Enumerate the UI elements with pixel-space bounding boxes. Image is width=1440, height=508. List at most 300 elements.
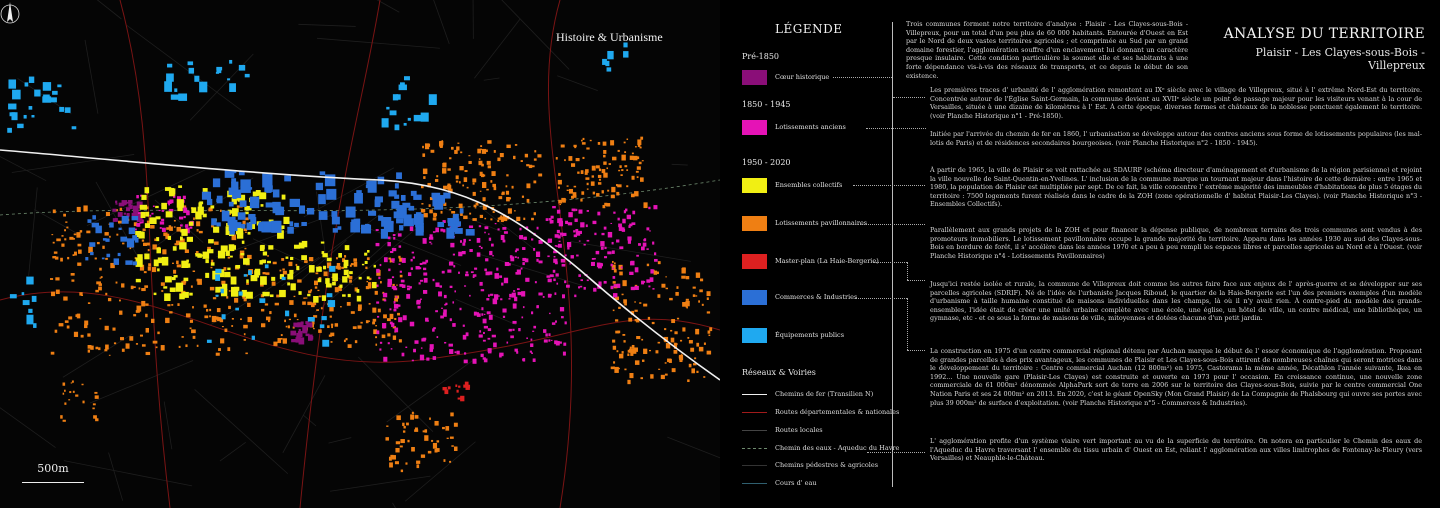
- old-lot-block: [489, 271, 492, 274]
- old-lot-block: [406, 294, 410, 299]
- collective-block: [339, 285, 342, 288]
- pavillon-block: [69, 391, 71, 393]
- pavillon-block: [574, 146, 576, 148]
- pavillon-block: [372, 308, 376, 313]
- commerce-block: [102, 258, 105, 260]
- collective-block: [224, 272, 230, 277]
- old-lot-block: [384, 299, 386, 301]
- public-facility: [12, 90, 21, 100]
- public-facility: [220, 289, 223, 294]
- old-lot-block: [423, 268, 426, 270]
- commerce-block: [307, 208, 314, 215]
- pavillon-block: [399, 339, 402, 342]
- pavillon-block: [561, 145, 565, 148]
- old-lot-block: [401, 280, 405, 283]
- public-facility: [308, 317, 315, 322]
- pavillon-block: [657, 294, 660, 298]
- old-lot-block: [567, 247, 569, 250]
- pavillon-block: [331, 326, 333, 328]
- pavillon-block: [211, 260, 213, 263]
- commerce-block: [294, 223, 299, 227]
- old-lot-block: [546, 218, 549, 221]
- old-lot-block: [179, 217, 183, 220]
- pavillon-block: [64, 238, 66, 240]
- pavillon-block: [574, 186, 577, 188]
- old-lot-block: [610, 223, 612, 224]
- old-lot-block: [552, 206, 556, 208]
- commerce-block: [414, 214, 424, 225]
- pavillon-block: [176, 261, 179, 264]
- old-lot-block: [524, 237, 527, 240]
- pavillon-block: [172, 263, 174, 264]
- old-lot-block: [514, 297, 517, 301]
- commerce-block: [135, 238, 139, 243]
- pavillon-block: [64, 390, 66, 392]
- pavillon-block: [86, 231, 90, 234]
- commerce-block: [250, 197, 259, 209]
- old-lot-block: [631, 287, 635, 290]
- public-facility: [29, 77, 34, 83]
- collective-block: [145, 223, 150, 228]
- old-lot-block: [554, 292, 556, 295]
- historic-block: [127, 202, 129, 204]
- pavillon-block: [99, 268, 102, 271]
- pavillon-block: [633, 156, 637, 160]
- line-sample-waterways: [742, 483, 767, 484]
- old-lot-block: [501, 235, 505, 240]
- old-lot-block: [539, 261, 543, 264]
- pavillon-block: [220, 210, 222, 212]
- collective-block: [229, 244, 235, 251]
- pavillon-block: [682, 302, 686, 307]
- pavillon-block: [378, 309, 381, 313]
- collective-block: [279, 290, 286, 297]
- old-lot-block: [419, 267, 421, 269]
- old-lot-block: [560, 307, 564, 311]
- pavillon-block: [102, 246, 104, 249]
- pavillon-block: [243, 325, 248, 329]
- pavillon-block: [604, 203, 607, 206]
- pavillon-block: [68, 399, 70, 400]
- pavillon-block: [439, 141, 443, 145]
- old-lot-block: [607, 251, 611, 254]
- public-facility: [24, 115, 27, 119]
- old-lot-block: [392, 276, 394, 278]
- pavillon-block: [486, 189, 489, 191]
- legend-network-railway[interactable]: [742, 390, 892, 400]
- pavillon-block: [603, 155, 605, 158]
- pavillon-block: [297, 319, 299, 320]
- pavillon-block: [636, 336, 640, 339]
- old-lot-block: [556, 283, 558, 285]
- pavillon-block: [247, 303, 251, 307]
- network-label: Routes départementales & nationales: [775, 408, 900, 416]
- pavillon-block: [88, 345, 92, 349]
- old-lot-block: [383, 293, 387, 297]
- pavillon-block: [304, 260, 308, 263]
- old-lot-block: [627, 236, 631, 240]
- legend-network-main-roads[interactable]: [742, 408, 900, 418]
- collective-block: [154, 293, 157, 295]
- old-lot-block: [447, 269, 451, 272]
- old-lot-block: [462, 243, 465, 246]
- collective-block: [230, 256, 233, 258]
- old-lot-block: [575, 219, 578, 222]
- historic-block: [308, 336, 313, 340]
- old-lot-block: [504, 278, 508, 284]
- old-lot-block: [502, 309, 506, 313]
- public-facility: [207, 340, 212, 343]
- pavillon-block: [473, 192, 476, 196]
- pavillon-block: [77, 207, 81, 212]
- old-lot-block: [161, 219, 164, 221]
- pavillon-block: [423, 176, 425, 179]
- pavillon-block: [54, 256, 56, 258]
- historic-block: [122, 200, 128, 204]
- old-lot-block: [473, 274, 477, 277]
- collective-block: [144, 254, 149, 260]
- commerce-block: [87, 219, 91, 223]
- pavillon-block: [130, 248, 132, 250]
- pavillon-block: [635, 360, 639, 365]
- connector-line: [867, 452, 925, 453]
- old-lot-block: [614, 284, 617, 287]
- pavillon-block: [411, 447, 415, 452]
- old-lot-block: [399, 245, 402, 247]
- local-road: [330, 476, 430, 491]
- public-facility: [52, 91, 58, 95]
- collective-block: [178, 185, 182, 188]
- old-lot-block: [556, 341, 560, 346]
- connector-line: [855, 298, 907, 299]
- collective-block: [262, 260, 266, 264]
- old-lot-block: [490, 315, 492, 317]
- pavillon-block: [95, 418, 98, 421]
- public-facility: [194, 76, 199, 82]
- old-lot-block: [376, 243, 380, 246]
- public-facility: [51, 97, 57, 102]
- legend-item-coeur-historique[interactable]: [742, 70, 892, 86]
- old-lot-block: [429, 237, 433, 240]
- pavillon-block: [428, 451, 432, 454]
- pavillon-block: [707, 291, 711, 296]
- pavillon-block: [105, 258, 108, 260]
- old-lot-block: [485, 226, 489, 229]
- pavillon-block: [297, 279, 301, 282]
- public-facility: [174, 88, 177, 92]
- pavillon-block: [456, 175, 459, 179]
- collective-block: [372, 282, 377, 288]
- public-facility: [396, 94, 400, 99]
- pavillon-block: [622, 294, 624, 296]
- collective-block: [181, 229, 187, 236]
- pavillon-block: [88, 302, 90, 304]
- old-lot-block: [509, 329, 512, 332]
- old-lot-block: [643, 243, 647, 247]
- old-lot-block: [484, 314, 486, 315]
- collective-block: [166, 211, 173, 217]
- old-lot-block: [440, 285, 442, 287]
- old-lot-block: [631, 261, 635, 264]
- pavillon-block: [456, 181, 458, 183]
- old-lot-block: [483, 332, 485, 334]
- collective-block: [179, 242, 186, 249]
- old-lot-block: [580, 286, 583, 288]
- pavillon-block: [84, 321, 88, 326]
- legend-item-equipements-publics[interactable]: [742, 328, 892, 344]
- legend-item-master-plan[interactable]: [742, 254, 892, 270]
- old-lot-block: [512, 329, 514, 331]
- old-lot-block: [550, 274, 554, 277]
- old-lot-block: [536, 252, 540, 257]
- pavillon-block: [618, 150, 620, 152]
- old-lot-block: [463, 325, 465, 327]
- old-lot-block: [392, 261, 394, 263]
- old-lot-block: [558, 244, 562, 248]
- old-lot-block: [650, 269, 653, 273]
- collective-block: [181, 261, 188, 268]
- old-lot-block: [457, 351, 460, 355]
- pavillon-block: [226, 296, 228, 298]
- pavillon-block: [318, 329, 322, 333]
- commerce-block: [240, 179, 250, 193]
- collective-block: [287, 282, 290, 285]
- local-road: [667, 437, 720, 462]
- pavillon-block: [272, 282, 276, 286]
- pavillon-block: [449, 157, 451, 159]
- old-lot-block: [619, 227, 623, 231]
- pavillon-block: [599, 169, 601, 172]
- old-lot-block: [483, 340, 486, 342]
- old-lot-block: [618, 218, 620, 221]
- pavillon-block: [51, 234, 53, 235]
- historic-block: [124, 213, 126, 215]
- pavillon-block: [76, 232, 80, 238]
- pavillon-block: [273, 342, 277, 346]
- public-facility: [164, 81, 172, 92]
- collective-block: [271, 277, 275, 281]
- pavillon-block: [375, 336, 377, 338]
- public-facility: [166, 73, 174, 81]
- commerce-block: [399, 225, 403, 230]
- collective-block: [248, 232, 251, 235]
- pavillon-block: [613, 361, 615, 363]
- collective-block: [231, 276, 237, 284]
- collective-block: [323, 266, 326, 270]
- pavillon-block: [415, 427, 418, 430]
- pavillon-block: [375, 344, 377, 346]
- old-lot-block: [507, 342, 509, 344]
- commerce-block: [365, 224, 370, 227]
- pavillon-block: [665, 374, 668, 376]
- commerce-block: [413, 195, 421, 200]
- pavillon-block: [531, 218, 534, 220]
- pavillon-block: [433, 213, 436, 216]
- old-lot-block: [495, 223, 497, 224]
- pavillon-block: [424, 435, 428, 441]
- collective-block: [283, 217, 289, 224]
- collective-block: [263, 251, 267, 255]
- line-sample-main-roads: [742, 412, 767, 413]
- pavillon-block: [612, 261, 614, 263]
- pavillon-block: [150, 225, 154, 229]
- old-lot-block: [477, 238, 481, 243]
- pavillon-block: [623, 299, 627, 303]
- pavillon-block: [640, 147, 642, 149]
- pavillon-block: [340, 306, 342, 307]
- collective-block: [261, 204, 264, 207]
- old-lot-block: [481, 307, 483, 310]
- commerce-block: [106, 254, 110, 258]
- old-lot-block: [563, 352, 566, 356]
- pavillon-block: [436, 175, 438, 177]
- pavillon-block: [630, 156, 634, 160]
- old-lot-block: [557, 210, 560, 214]
- collective-block: [268, 245, 273, 249]
- pavillon-block: [344, 340, 346, 342]
- pavillon-block: [65, 221, 67, 222]
- pavillon-block: [143, 243, 147, 246]
- old-lot-block: [479, 225, 481, 227]
- network-label: Chemins pédestres & agricoles: [775, 461, 879, 469]
- pavillon-block: [72, 380, 74, 382]
- pavillon-block: [643, 304, 647, 307]
- pavillon-block: [615, 319, 618, 321]
- old-lot-block: [553, 259, 557, 263]
- old-lot-block: [180, 224, 183, 226]
- pavillon-block: [538, 173, 542, 176]
- pavillon-block: [56, 290, 60, 294]
- pavillon-block: [647, 264, 649, 266]
- pavillon-block: [366, 320, 369, 323]
- old-lot-block: [521, 268, 523, 270]
- pavillon-block: [71, 382, 73, 383]
- pavillon-block: [513, 156, 515, 159]
- masterplan-block: [465, 382, 467, 383]
- pavillon-block: [620, 174, 622, 176]
- old-lot-block: [574, 295, 576, 298]
- old-lot-block: [513, 290, 515, 292]
- pavillon-block: [185, 344, 187, 347]
- old-lot-block: [547, 255, 549, 257]
- collective-block: [245, 292, 252, 299]
- old-lot-block: [464, 285, 466, 286]
- pavillon-block: [459, 181, 461, 183]
- old-lot-block: [440, 229, 443, 232]
- pavillon-block: [679, 355, 683, 360]
- old-lot-block: [538, 293, 542, 296]
- collective-block: [301, 255, 307, 260]
- public-facility: [404, 123, 407, 126]
- connector-line: [833, 77, 892, 78]
- legend-network-paths[interactable]: [742, 461, 892, 471]
- old-lot-block: [391, 323, 394, 327]
- connector-line: [907, 350, 925, 351]
- pavillon-block: [248, 317, 253, 322]
- pavillon-block: [585, 171, 588, 175]
- commerce-block: [273, 206, 283, 213]
- public-facility: [390, 110, 397, 115]
- collective-block: [195, 253, 200, 256]
- pavillon-block: [707, 297, 709, 300]
- pavillon-block: [396, 441, 400, 444]
- historic-block: [115, 218, 118, 221]
- old-lot-block: [548, 333, 550, 336]
- old-lot-block: [453, 254, 455, 256]
- pavillon-block: [143, 228, 146, 231]
- pavillon-block: [112, 328, 115, 331]
- old-lot-block: [450, 286, 453, 288]
- old-lot-block: [611, 286, 614, 289]
- pavillon-block: [490, 218, 492, 220]
- public-facility: [252, 336, 255, 340]
- pavillon-block: [573, 192, 577, 196]
- old-lot-block: [429, 242, 431, 243]
- pavillon-block: [677, 318, 679, 320]
- pavillon-block: [598, 175, 601, 178]
- legend-item-ensembles-collectifs[interactable]: [742, 178, 892, 194]
- pavillon-block: [603, 173, 607, 178]
- pavillon-block: [490, 180, 492, 183]
- old-lot-block: [517, 257, 519, 259]
- pavillon-block: [316, 272, 319, 274]
- pavillon-block: [63, 214, 66, 217]
- old-lot-block: [393, 234, 396, 236]
- pavillon-block: [687, 337, 689, 339]
- legend-network-waterways[interactable]: [742, 479, 892, 489]
- commerce-block: [109, 222, 114, 227]
- pavillon-block: [105, 345, 109, 350]
- pavillon-block: [276, 295, 279, 298]
- pavillon-block: [389, 462, 393, 467]
- pavillon-block: [480, 149, 482, 151]
- pavillon-block: [567, 190, 569, 191]
- old-lot-block: [397, 305, 400, 307]
- pavillon-block: [521, 160, 523, 162]
- local-road: [392, 503, 427, 508]
- public-facility: [248, 270, 252, 275]
- pavillon-block: [459, 204, 463, 208]
- collective-block: [267, 261, 271, 263]
- pavillon-block: [627, 380, 630, 384]
- pavillon-block: [512, 186, 514, 189]
- pavillon-block: [402, 423, 404, 426]
- old-lot-block: [543, 329, 546, 333]
- pavillon-block: [95, 258, 97, 260]
- network-label: Cours d' eau: [775, 479, 817, 487]
- pavillon-block: [591, 181, 595, 185]
- pavillon-block: [612, 157, 616, 161]
- pavillon-block: [54, 251, 58, 253]
- pavillon-block: [296, 264, 298, 266]
- old-lot-block: [477, 252, 481, 256]
- legend-network-local-roads[interactable]: [742, 426, 892, 436]
- public-facility: [229, 60, 232, 64]
- pavillon-block: [472, 178, 476, 182]
- pavillon-block: [120, 337, 124, 340]
- collective-block: [156, 237, 159, 241]
- collective-block: [287, 274, 293, 280]
- collective-block: [332, 273, 338, 281]
- pavillon-block: [77, 314, 80, 319]
- pavillon-block: [95, 395, 99, 399]
- old-lot-block: [551, 340, 553, 341]
- collective-block: [137, 231, 144, 237]
- commerce-block: [326, 189, 336, 200]
- old-lot-block: [484, 326, 488, 329]
- pavillon-block: [627, 353, 629, 356]
- pavillon-block: [131, 286, 134, 290]
